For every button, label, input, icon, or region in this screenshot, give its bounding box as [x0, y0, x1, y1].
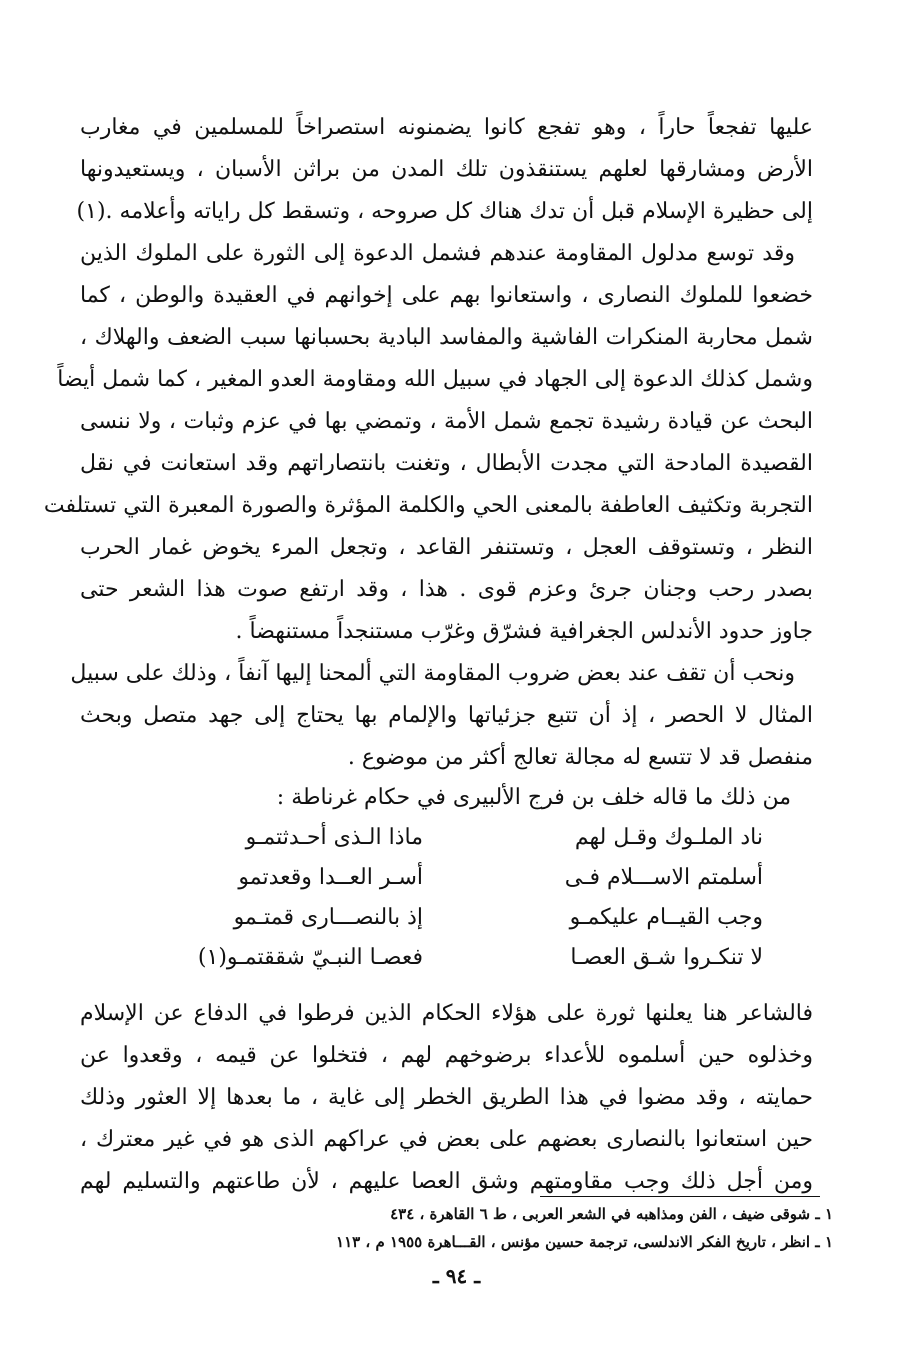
- paragraph-2-line: النظر ، وتستوقف العجل ، وتستنفر القاعد ، وتجعل المرء يخوض غمار الحرب: [80, 535, 813, 560]
- paragraph-4-line: فالشاعر هنا يعلنها ثورة على هؤلاء الحكام الذين فرطوا في الدفاع عن الإسلام: [80, 1001, 813, 1026]
- paragraph-2-line: شمل محاربة المنكرات الفاشية والمفاسد البادية بحسبانها سبب الضعف والهلاك ،: [80, 325, 813, 350]
- paragraph-2-line: وشمل كذلك الدعوة إلى الجهاد في سبيل الله ومقاومة العدو المغير ، كما شمل أيضاً: [57, 367, 813, 392]
- paragraph-2-line: بصدر رحب وجنان جرئ وعزم قوى . هذا ، وقد ارتفع صوت هذا الشعر حتى: [80, 577, 813, 602]
- paragraph-2-line: القصيدة المادحة التي مجدت الأبطال ، وتغنت بانتصاراتهم وقد استعانت في نقل: [80, 451, 813, 476]
- poem-verse-first-hemistich: ناد الملـوك وقـل لهم: [574, 825, 763, 850]
- footnote-2: ١ ـ انظر ، تاريخ الفكر الاندلسى، ترجمة حسين مؤنس ، القـــاهرة ١٩٥٥ م ، ١١٣: [336, 1233, 833, 1251]
- paragraph-3-line: المثال لا الحصر ، إذ أن تتبع جزئياتها والإلمام بها يحتاج إلى جهد متصل وبحث: [80, 703, 813, 728]
- paragraph-1-line: الأرض ومشارقها لعلهم يستنقذون تلك المدن من براثن الأسبان ، ويستعيدونها: [80, 157, 813, 182]
- paragraph-1-line: إلى حظيرة الإسلام قبل أن تدك هناك كل صروحه ، وتسقط كل راياته وأعلامه .(١): [76, 199, 813, 224]
- page-number: ـ ٩٤ ـ: [432, 1264, 481, 1288]
- footnote-1: ١ ـ شوقى ضيف ، الفن ومذاهبه في الشعر العربى ، ط ٦ القاهرة ، ٤٣٤: [390, 1205, 833, 1223]
- poem-intro: من ذلك ما قاله خلف بن فرج الألبيرى في حكام غرناطة :: [276, 785, 791, 810]
- poem-verse-second-hemistich: فعصـا النبـيّ شققتمـو(١): [197, 945, 423, 970]
- paragraph-4-line: حين استعانوا بالنصارى بعضهم على بعض في عراكهم الذى هو في غير معترك ،: [80, 1127, 813, 1152]
- poem-verse-second-hemistich: إذ بالنصـــارى قمتـمو: [233, 905, 423, 930]
- poem-verse-second-hemistich: ماذا الـذى أحـدثتمـو: [245, 825, 423, 850]
- paragraph-3-line: منفصل قد لا تتسع له مجالة تعالج أكثر من موضوع .: [347, 745, 813, 770]
- paragraph-1-line: عليها تفجعاً حاراً ، وهو تفجع كانوا يضمنونه استصراخاً للمسلمين في مغارب: [80, 115, 813, 140]
- footnote-separator: [540, 1196, 820, 1197]
- poem-verse-second-hemistich: أسـر العــدا وقعدتمو: [238, 865, 423, 890]
- paragraph-2-line: خضعوا للملوك النصارى ، واستعانوا بهم على إخوانهم في العقيدة والوطن ، كما: [80, 283, 813, 308]
- paragraph-2-line: التجربة وتكثيف العاطفة بالمعنى الحي والكلمة المؤثرة والصورة المعبرة التي تستلفت: [43, 493, 813, 518]
- paragraph-4-line: ومن أجل ذلك وجب مقاومتهم وشق العصا عليهم ، لأن طاعتهم والتسليم لهم: [80, 1169, 813, 1194]
- paragraph-2-line: البحث عن قيادة رشيدة تجمع شمل الأمة ، وتمضي بها في عزم وثبات ، ولا ننسى: [80, 409, 813, 434]
- paragraph-3-line: ونحب أن تقف عند بعض ضروب المقاومة التي ألمحنا إليها آنفاً ، وذلك على سبيل: [70, 661, 795, 686]
- poem-verse-first-hemistich: أسلمتم الاســـلام فـى: [564, 865, 763, 890]
- paragraph-2-line: وقد توسع مدلول المقاومة عندهم فشمل الدعوة إلى الثورة على الملوك الذين: [80, 241, 795, 266]
- poem-verse-first-hemistich: وجب القيــام عليكمـو: [569, 905, 763, 930]
- paragraph-4-line: حمايته ، وقد مضوا في هذا الطريق الخطر إلى غاية ، ما بعدها إلا العثور وذلك: [80, 1085, 813, 1110]
- paragraph-4-line: وخذلوه حين أسلموه للأعداء برضوخهم لهم ، فتخلوا عن قيمه ، وقعدوا عن: [80, 1043, 813, 1068]
- paragraph-2-line: جاوز حدود الأندلس الجغرافية فشرّق وغرّب مستنجداً مستنهضاً .: [235, 619, 813, 644]
- poem-verse-first-hemistich: لا تنكـروا شـق العصـا: [570, 945, 763, 970]
